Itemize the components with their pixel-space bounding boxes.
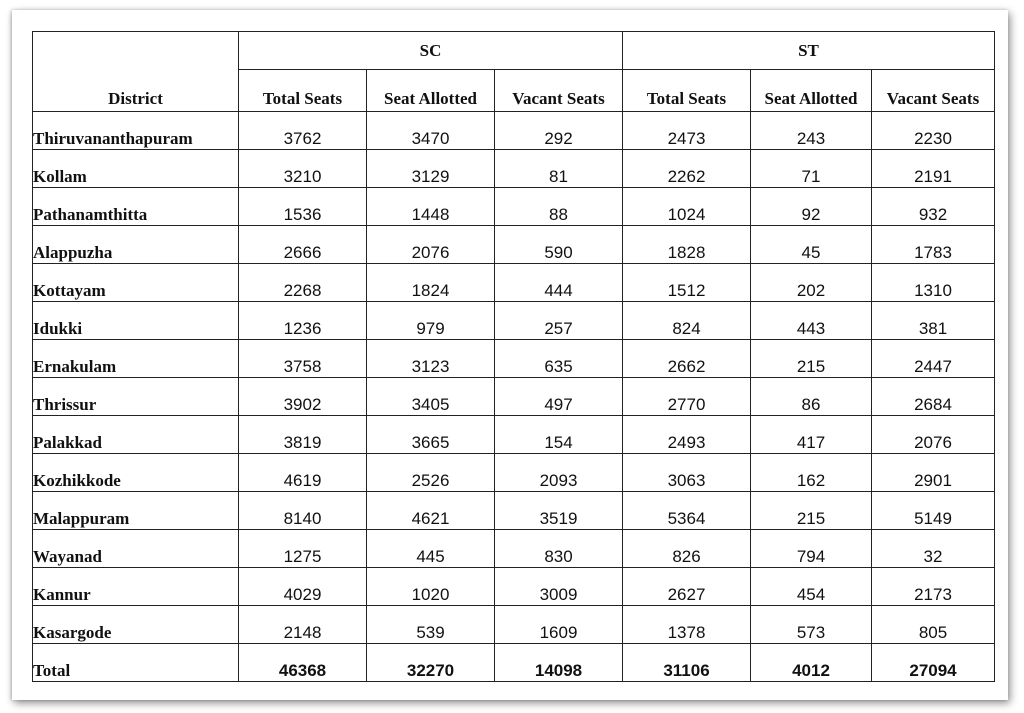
- sc-seat-allotted-cell: 445: [367, 530, 495, 568]
- st-total-seats-cell: 1512: [623, 264, 751, 302]
- st-seat-allotted-cell: 215: [751, 492, 872, 530]
- sc-vacant-seats-cell: 444: [495, 264, 623, 302]
- sc-vacant-seats-cell: 830: [495, 530, 623, 568]
- table-row: [33, 606, 995, 644]
- st-vacant-seats-cell: 2076: [872, 416, 995, 454]
- district-name: Alappuzha: [33, 226, 239, 264]
- sc-seat-allotted-cell: 4621: [367, 492, 495, 530]
- st-seat-allotted-cell: 45: [751, 226, 872, 264]
- sc-seat-allotted-cell: 3129: [367, 150, 495, 188]
- sc-vacant-seats-header: Vacant Seats: [495, 70, 623, 112]
- st-seat-allotted-cell: 794: [751, 530, 872, 568]
- table-row: [33, 416, 995, 454]
- st-total-seats-cell: 2627: [623, 568, 751, 606]
- district-name: Kozhikkode: [33, 454, 239, 492]
- sc-seat-allotted-cell: 3665: [367, 416, 495, 454]
- sc-total-seats-cell: 2666: [239, 226, 367, 264]
- sc-total-seats-cell: 3758: [239, 340, 367, 378]
- st-vacant-seats-cell: 932: [872, 188, 995, 226]
- district-name: Malappuram: [33, 492, 239, 530]
- st-seat-allotted-header: Seat Allotted: [751, 70, 872, 112]
- st-group-header: ST: [623, 32, 995, 70]
- sc-seat-allotted-cell: 1020: [367, 568, 495, 606]
- sc-seat-allotted-cell: 32270: [367, 644, 495, 682]
- st-seat-allotted-cell: 454: [751, 568, 872, 606]
- table-row: [33, 188, 995, 226]
- table-row: [33, 340, 995, 378]
- table-body: [33, 112, 995, 682]
- st-total-seats-cell: 3063: [623, 454, 751, 492]
- st-vacant-seats-cell: 2684: [872, 378, 995, 416]
- st-seat-allotted-cell: 443: [751, 302, 872, 340]
- sc-vacant-seats-cell: 81: [495, 150, 623, 188]
- st-seat-allotted-cell: 4012: [751, 644, 872, 682]
- sc-total-seats-cell: 3210: [239, 150, 367, 188]
- st-vacant-seats-cell: 2447: [872, 340, 995, 378]
- st-total-seats-cell: 2770: [623, 378, 751, 416]
- st-vacant-seats-cell: 2173: [872, 568, 995, 606]
- st-total-seats-header: Total Seats: [623, 70, 751, 112]
- st-seat-allotted-cell: 215: [751, 340, 872, 378]
- st-vacant-seats-cell: 2230: [872, 112, 995, 150]
- sc-total-seats-cell: 4619: [239, 454, 367, 492]
- sc-seat-allotted-cell: 979: [367, 302, 495, 340]
- district-name: Thiruvananthapuram: [33, 112, 239, 150]
- st-seat-allotted-cell: 162: [751, 454, 872, 492]
- sc-total-seats-cell: 46368: [239, 644, 367, 682]
- sc-vacant-seats-cell: 590: [495, 226, 623, 264]
- st-vacant-seats-cell: 805: [872, 606, 995, 644]
- district-header: District: [33, 32, 239, 112]
- sc-vacant-seats-cell: 1609: [495, 606, 623, 644]
- total-label: Total: [33, 644, 239, 682]
- sc-seat-allotted-cell: 539: [367, 606, 495, 644]
- district-name: Kottayam: [33, 264, 239, 302]
- st-total-seats-cell: 2262: [623, 150, 751, 188]
- st-vacant-seats-cell: 5149: [872, 492, 995, 530]
- st-total-seats-cell: 826: [623, 530, 751, 568]
- sc-total-seats-cell: 1536: [239, 188, 367, 226]
- sc-total-seats-cell: 1275: [239, 530, 367, 568]
- st-total-seats-cell: 5364: [623, 492, 751, 530]
- st-vacant-seats-cell: 1783: [872, 226, 995, 264]
- table-row: [33, 492, 995, 530]
- st-seat-allotted-cell: 92: [751, 188, 872, 226]
- table-row: [33, 302, 995, 340]
- sc-seat-allotted-cell: 3470: [367, 112, 495, 150]
- sc-group-header: SC: [239, 32, 623, 70]
- sc-seat-allotted-header: Seat Allotted: [367, 70, 495, 112]
- sc-total-seats-cell: 2268: [239, 264, 367, 302]
- sc-total-seats-cell: 8140: [239, 492, 367, 530]
- st-total-seats-cell: 2493: [623, 416, 751, 454]
- st-vacant-seats-cell: 2901: [872, 454, 995, 492]
- table-row: [33, 112, 995, 150]
- district-name: Idukki: [33, 302, 239, 340]
- st-seat-allotted-cell: 573: [751, 606, 872, 644]
- sc-seat-allotted-cell: 1824: [367, 264, 495, 302]
- seat-allotment-table: [32, 31, 995, 682]
- district-name: Kannur: [33, 568, 239, 606]
- table-row: [33, 264, 995, 302]
- district-name: Kollam: [33, 150, 239, 188]
- total-row: [33, 644, 995, 682]
- sc-seat-allotted-cell: 2076: [367, 226, 495, 264]
- st-vacant-seats-header: Vacant Seats: [872, 70, 995, 112]
- sc-vacant-seats-cell: 257: [495, 302, 623, 340]
- sc-seat-allotted-cell: 3405: [367, 378, 495, 416]
- st-total-seats-cell: 2662: [623, 340, 751, 378]
- district-name: Ernakulam: [33, 340, 239, 378]
- sc-total-seats-cell: 3902: [239, 378, 367, 416]
- st-seat-allotted-cell: 86: [751, 378, 872, 416]
- st-vacant-seats-cell: 2191: [872, 150, 995, 188]
- sc-vacant-seats-cell: 88: [495, 188, 623, 226]
- st-seat-allotted-cell: 417: [751, 416, 872, 454]
- sc-vacant-seats-cell: 2093: [495, 454, 623, 492]
- table-row: [33, 226, 995, 264]
- sc-seat-allotted-cell: 2526: [367, 454, 495, 492]
- sc-vacant-seats-cell: 14098: [495, 644, 623, 682]
- sc-vacant-seats-cell: 635: [495, 340, 623, 378]
- st-total-seats-cell: 2473: [623, 112, 751, 150]
- sc-vacant-seats-cell: 3009: [495, 568, 623, 606]
- sc-total-seats-header: Total Seats: [239, 70, 367, 112]
- st-vacant-seats-cell: 1310: [872, 264, 995, 302]
- st-seat-allotted-cell: 71: [751, 150, 872, 188]
- district-name: Kasargode: [33, 606, 239, 644]
- st-vacant-seats-cell: 32: [872, 530, 995, 568]
- st-total-seats-cell: 1828: [623, 226, 751, 264]
- district-name: Thrissur: [33, 378, 239, 416]
- st-total-seats-cell: 1024: [623, 188, 751, 226]
- sc-vacant-seats-cell: 154: [495, 416, 623, 454]
- st-seat-allotted-cell: 202: [751, 264, 872, 302]
- district-name: Pathanamthitta: [33, 188, 239, 226]
- st-vacant-seats-cell: 381: [872, 302, 995, 340]
- district-name: Palakkad: [33, 416, 239, 454]
- st-total-seats-cell: 31106: [623, 644, 751, 682]
- document-page: [12, 10, 1008, 700]
- sc-vacant-seats-cell: 292: [495, 112, 623, 150]
- sc-total-seats-cell: 3819: [239, 416, 367, 454]
- table-row: [33, 530, 995, 568]
- table-row: [33, 568, 995, 606]
- sc-total-seats-cell: 2148: [239, 606, 367, 644]
- district-name: Wayanad: [33, 530, 239, 568]
- sc-total-seats-cell: 3762: [239, 112, 367, 150]
- st-total-seats-cell: 824: [623, 302, 751, 340]
- table-row: [33, 378, 995, 416]
- table-row: [33, 454, 995, 492]
- st-vacant-seats-cell: 27094: [872, 644, 995, 682]
- table-row: [33, 150, 995, 188]
- st-total-seats-cell: 1378: [623, 606, 751, 644]
- sc-seat-allotted-cell: 3123: [367, 340, 495, 378]
- sc-total-seats-cell: 4029: [239, 568, 367, 606]
- sc-vacant-seats-cell: 3519: [495, 492, 623, 530]
- sc-seat-allotted-cell: 1448: [367, 188, 495, 226]
- sc-vacant-seats-cell: 497: [495, 378, 623, 416]
- st-seat-allotted-cell: 243: [751, 112, 872, 150]
- sc-total-seats-cell: 1236: [239, 302, 367, 340]
